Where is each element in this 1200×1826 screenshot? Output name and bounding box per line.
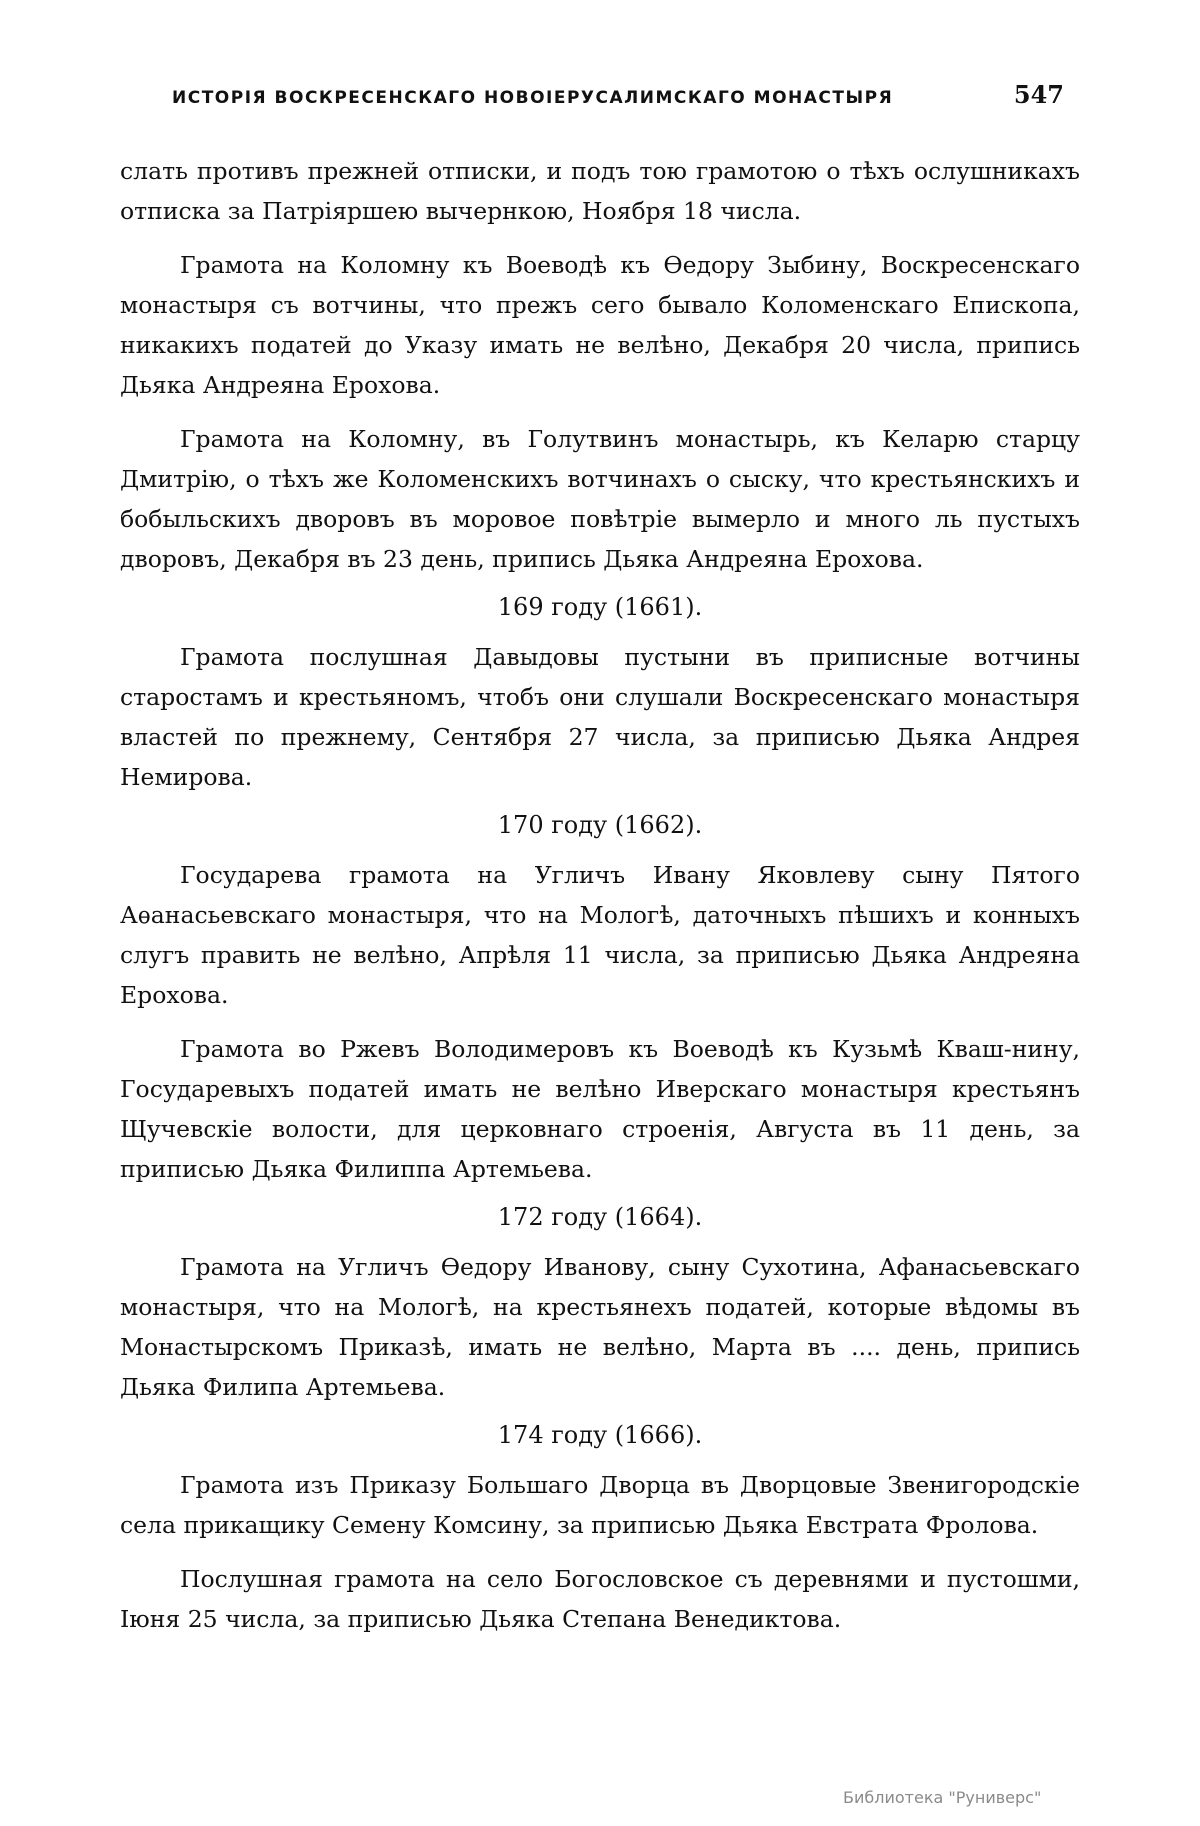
paragraph: Грамота на Коломну къ Воеводѣ къ Ѳедору Зыбину, Воскресенскаго монастыря съ вотчины, что прежъ сего бывало Коломенскаго Епископа, никакихъ податей до Указу имать не велѣно, Декабря 20 числа, припись Дьяка Андреяна Ерохова.	[120, 251, 1080, 399]
paragraph-continued: слать противъ прежней отписки, и подъ тою грамотою о тѣхъ ослушникахъ отписка за Патріяршею вычернкою, Ноября 18 числа.	[120, 157, 1080, 225]
paragraph: Государева грамота на Угличъ Ивану Яковлеву сыну Пятого Аѳанасьевскаго монастыря, что на Мологѣ, даточныхъ пѣшихъ и конныхъ слугъ править не велѣно, Апрѣля 11 числа, за приписью Дьяка Андреяна Ерохова.	[120, 861, 1080, 1009]
running-title: ИСТОРІЯ ВОСКРЕСЕНСКАГО НОВОІЕРУСАЛИМСКАГО МОНАСТЫРЯ	[172, 88, 894, 108]
book-page	[120, 80, 1080, 1639]
paragraph: Грамота на Коломну, въ Голутвинъ монастырь, къ Келарю старцу Дмитрію, о тѣхъ же Коломенскихъ вотчинахъ о сыску, что крестьянскихъ и бобыльскихъ дворовъ въ моровое повѣтріе вымерло и много ль пустыхъ дворовъ, Декабря въ 23 день, припись Дьяка Андреяна Ерохова.	[120, 425, 1080, 573]
paragraph: Грамота во Ржевъ Володимеровъ къ Воеводѣ къ Кузьмѣ Кваш-нину, Государевыхъ податей имать не велѣно Иверскаго монастыря крестьянъ Щучевскіе волости, для церковнаго строенія, Августа въ 11 день, за приписью Дьяка Филиппа Артемьева.	[120, 1035, 1080, 1183]
page-number: 547	[1013, 80, 1064, 109]
paragraph: Послушная грамота на село Богословское съ деревнями и пустошми, Іюня 25 числа, за приписью Дьяка Степана Венедиктова.	[120, 1565, 1080, 1633]
paragraph: Грамота на Угличъ Ѳедору Иванову, сыну Сухотина, Афанасьевскаго монастыря, что на Мологѣ, на крестьянехъ податей, которые вѣдомы въ Монастырскомъ Приказѣ, имать не велѣно, Марта въ .... день, припись Дьяка Филипа Артемьева.	[120, 1253, 1080, 1401]
library-watermark: Библиотека "Руниверс"	[843, 1788, 1042, 1807]
running-head	[120, 80, 1080, 109]
year-heading-172: 172 году (1664).	[497, 1203, 703, 1231]
paragraph: Грамота послушная Давыдовы пустыни въ приписные вотчины старостамъ и крестьяномъ, чтобъ они слушали Воскресенскаго монастыря властей по прежнему, Сентября 27 числа, за приписью Дьяка Андрея Немирова.	[120, 643, 1080, 791]
year-heading-174: 174 году (1666).	[497, 1421, 703, 1449]
year-heading-170: 170 году (1662).	[497, 811, 703, 839]
paragraph: Грамота изъ Приказу Большаго Дворца въ Дворцовые Звенигородскіе села прикащику Семену Комсину, за приписью Дьяка Евстрата Фролова.	[120, 1471, 1080, 1539]
year-heading-169: 169 году (1661).	[497, 593, 703, 621]
